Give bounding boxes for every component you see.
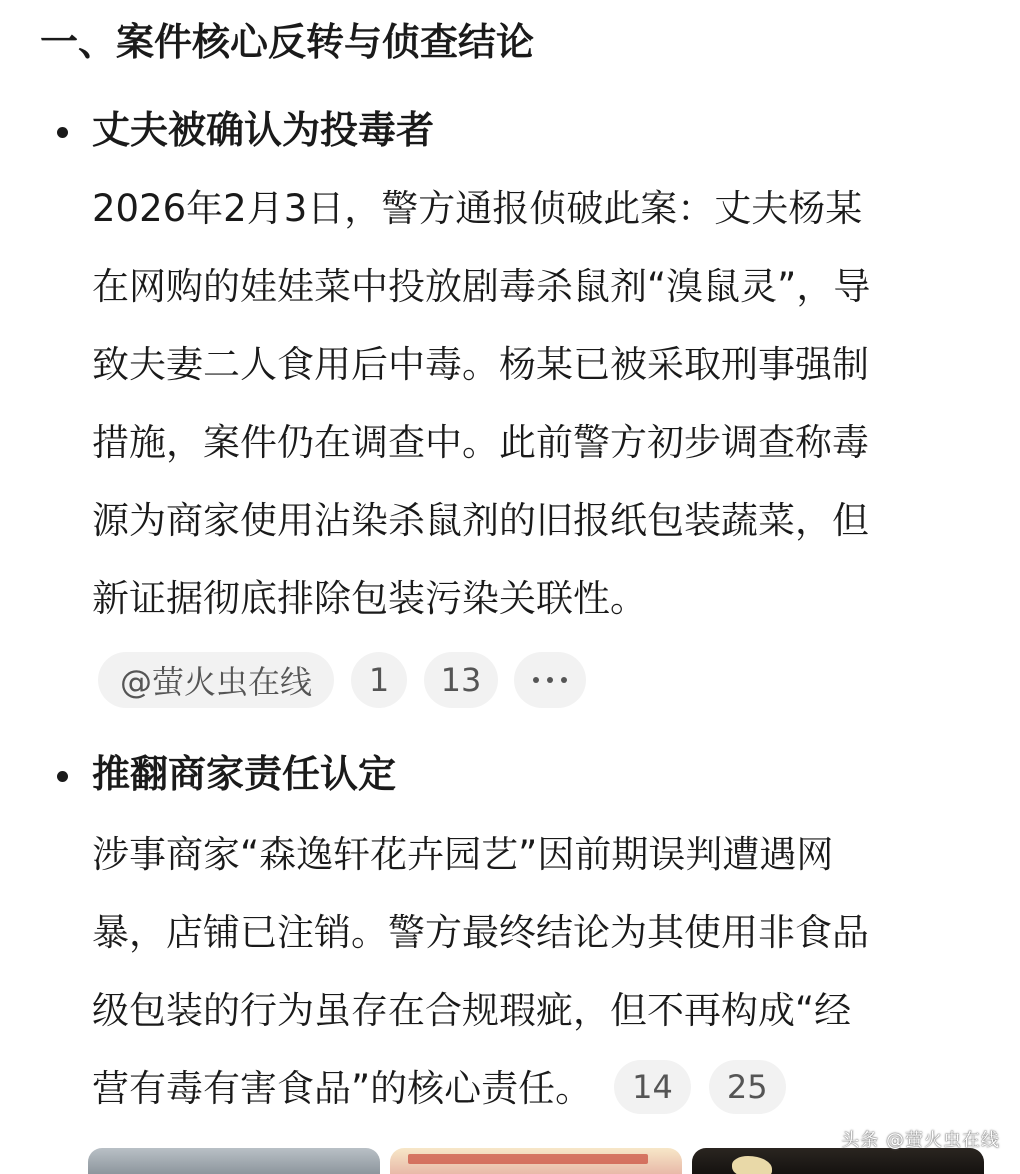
item-title-1: 丈夫被确认为投毒者 [92,108,435,152]
watermark: 头条 @萤火虫在线 [841,1130,1000,1151]
body-line: 新证据彻底排除包装污染关联性。 [92,577,647,620]
reference-chip-13[interactable]: 13 [424,652,498,708]
reference-chip-25[interactable]: 25 [709,1060,786,1114]
item-body-2 [92,816,982,1128]
bullet-dot-icon [57,127,68,138]
section-title: 一、案件核心反转与侦查结论 [40,20,535,64]
more-button[interactable] [514,652,586,708]
reference-chip-1[interactable]: 1 [351,652,407,708]
body-line: 在网购的娃娃菜中投放剧毒杀鼠剂“溴鼠灵”，导 [92,265,871,308]
body-line: 致夫妻二人食用后中毒。杨某已被采取刑事强制 [92,343,869,386]
item-body-1 [92,170,982,638]
item-title-2: 推翻商家责任认定 [92,752,397,796]
bullet-dot-icon [57,771,68,782]
body-line-with-chips [92,1050,982,1128]
body-line: 营有毒有害食品”的核心责任。 [92,1067,593,1110]
reference-chip-14[interactable]: 14 [614,1060,691,1114]
body-line: 暴，店铺已注销。警方最终结论为其使用非食品 [92,911,869,954]
image-thumbnail-1[interactable] [88,1148,380,1174]
more-horizontal-icon [533,677,567,683]
body-line: 源为商家使用沾染杀鼠剂的旧报纸包装蔬菜，但 [92,499,869,542]
body-line: 2026年2月3日，警方通报侦破此案：丈夫杨某 [92,187,863,230]
image-thumbnail-2[interactable] [390,1148,682,1174]
body-line: 涉事商家“森逸轩花卉园艺”因前期误判遭遇网 [92,833,834,876]
food-shape [732,1156,772,1174]
source-chip[interactable]: @萤火虫在线 [98,652,334,708]
headline-strip [408,1154,648,1164]
body-line: 级包装的行为虽存在合规瑕疵，但不再构成“经 [92,989,852,1032]
body-line: 措施，案件仍在调查中。此前警方初步调查称毒 [92,421,869,464]
